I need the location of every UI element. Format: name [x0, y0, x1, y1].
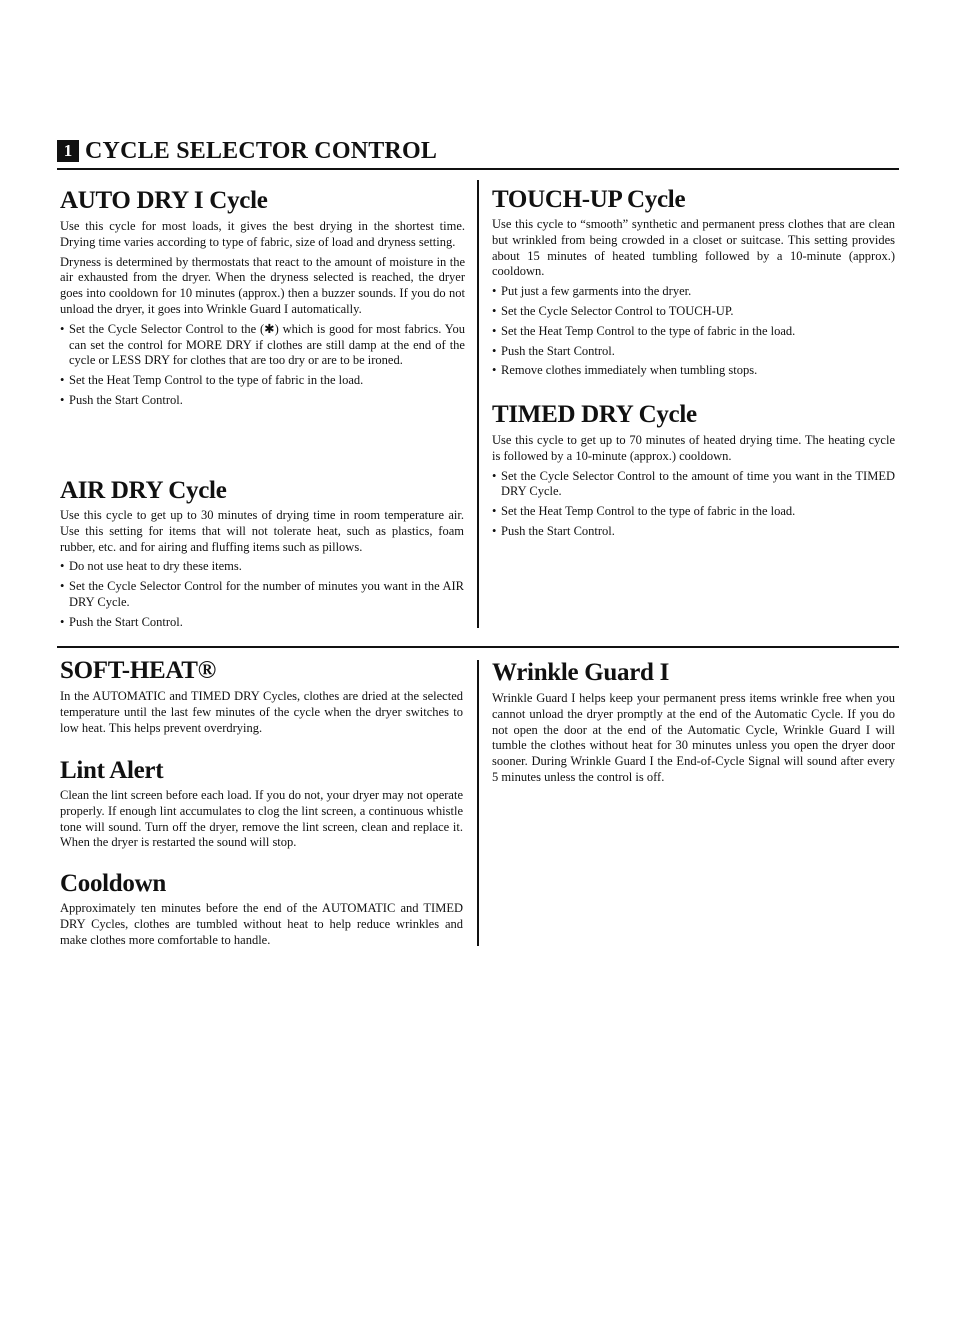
lint-alert-text: Clean the lint screen before each load. If you do not, your dryer may not operate properly. If enough lint accumulates to clog the lint screen, a continuous whistle tone will sound. Turn off the dryer, remove the lint screen, clean and replace it. When the dryer is restarted the sound will stop.: [60, 788, 463, 850]
air-dry-intro: Use this cycle to get up to 30 minutes of drying time in room temperature air. Use this setting for items that will not tolerate heat, such as plastics, foam rubber, etc. and for airing and fluffing items such as pillows.: [60, 508, 464, 554]
section-number-badge: 1: [57, 140, 79, 162]
middle-rule: [57, 646, 899, 648]
timed-dry-section: [492, 401, 895, 540]
list-item: • Set the Heat Temp Control to the type of fabric in the load.: [492, 504, 895, 520]
lint-alert-section: [60, 757, 463, 851]
auto-dry-dryness-text: Dryness is determined by thermostats that react to the amount of moisture in the air exhausted from the dryer. When the dryness selected is reached, the dryer goes into cooldown for 10 minutes (approx.) then a buzzer sounds. If you do not unload the dryer, it goes into Wrinkle Guard I automatically.: [60, 254, 465, 316]
touch-up-section: [492, 186, 895, 379]
list-item: • Set the Cycle Selector Control to the (✱) which is good for most fabrics. You can set the control for MORE DRY if clothes are still damp at the end of the cycle or LESS DRY for clothes that are too dry or are to be ironed.: [60, 322, 465, 369]
list-item: • Remove clothes immediately when tumbling stops.: [492, 363, 895, 379]
auto-dry-heading: AUTO DRY I Cycle: [60, 187, 268, 214]
header-rule: [57, 168, 899, 170]
timed-dry-steps: [492, 469, 895, 540]
soft-heat-heading: SOFT-HEAT®: [60, 657, 216, 684]
soft-heat-section: [60, 657, 463, 736]
wrinkle-guard-text: Wrinkle Guard I helps keep your permanent press items wrinkle free when you cannot unload the dryer promptly at the end of the Automatic Cycle. If you do not open the door at the end of the Automatic Cycle, Wrinkle Guard I will tumble the clothes without heat for 30 minutes unless you open the dryer door sooner. During Wrinkle Guard I the End-of-Cycle Signal will sound after every 5 minutes unless the control is off.: [492, 691, 895, 784]
list-item: • Set the Heat Temp Control to the type of fabric in the load.: [60, 373, 465, 389]
column-divider-top: [477, 180, 479, 628]
timed-dry-intro: Use this cycle to get up to 70 minutes of heated drying time. The heating cycle is followed by a 10-minute (approx.) cooldown.: [492, 433, 895, 463]
list-item: • Set the Cycle Selector Control to TOUCH-UP.: [492, 304, 895, 320]
auto-dry-section: [60, 187, 465, 409]
auto-dry-intro: Use this cycle for most loads, it gives the best drying in the shortest time. Drying time varies according to type of fabric, size of load and dryness setting.: [60, 219, 465, 249]
column-divider-bottom: [477, 660, 479, 946]
soft-heat-text: In the AUTOMATIC and TIMED DRY Cycles, clothes are dried at the selected temperature until the last few minutes of the cycle when the dryer switches to low heat. This helps prevent overdrying.: [60, 689, 463, 735]
touch-up-intro: Use this cycle to “smooth” synthetic and permanent press clothes that are clean but wrinkled from being crowded in a closet or suitcase. This setting provides about 15 minutes of heated tumbling followed by a 10-minute (approx.) cooldown.: [492, 217, 895, 279]
touch-up-steps: [492, 284, 895, 379]
list-item: • Put just a few garments into the dryer.: [492, 284, 895, 300]
auto-dry-steps: [60, 322, 465, 409]
section-header: [57, 137, 899, 165]
cooldown-text: Approximately ten minutes before the end of the AUTOMATIC and TIMED DRY Cycles, clothes are tumbled without heat to help reduce wrinkles and make clothes more comfortable to handle.: [60, 901, 463, 947]
list-item: • Push the Start Control.: [60, 393, 465, 409]
list-item: • Set the Cycle Selector Control to the amount of time you want in the TIMED DRY Cycle.: [492, 469, 895, 501]
air-dry-heading: AIR DRY Cycle: [60, 477, 227, 504]
air-dry-steps: [60, 559, 464, 630]
timed-dry-heading: TIMED DRY Cycle: [492, 401, 697, 428]
air-dry-section: [60, 477, 464, 631]
list-item: • Do not use heat to dry these items.: [60, 559, 464, 575]
list-item: • Push the Start Control.: [492, 344, 895, 360]
list-item: • Push the Start Control.: [60, 615, 464, 631]
wrinkle-guard-section: [492, 659, 895, 786]
cooldown-section: [60, 870, 463, 948]
cooldown-heading: Cooldown: [60, 870, 166, 897]
list-item: • Set the Heat Temp Control to the type of fabric in the load.: [492, 324, 895, 340]
list-item: • Push the Start Control.: [492, 524, 895, 540]
lint-alert-heading: Lint Alert: [60, 757, 164, 784]
touch-up-heading: TOUCH-UP Cycle: [492, 186, 686, 213]
wrinkle-guard-heading: Wrinkle Guard I: [492, 659, 670, 686]
section-title: CYCLE SELECTOR CONTROL: [85, 138, 438, 164]
list-item: • Set the Cycle Selector Control for the number of minutes you want in the AIR DRY Cycle.: [60, 579, 464, 611]
